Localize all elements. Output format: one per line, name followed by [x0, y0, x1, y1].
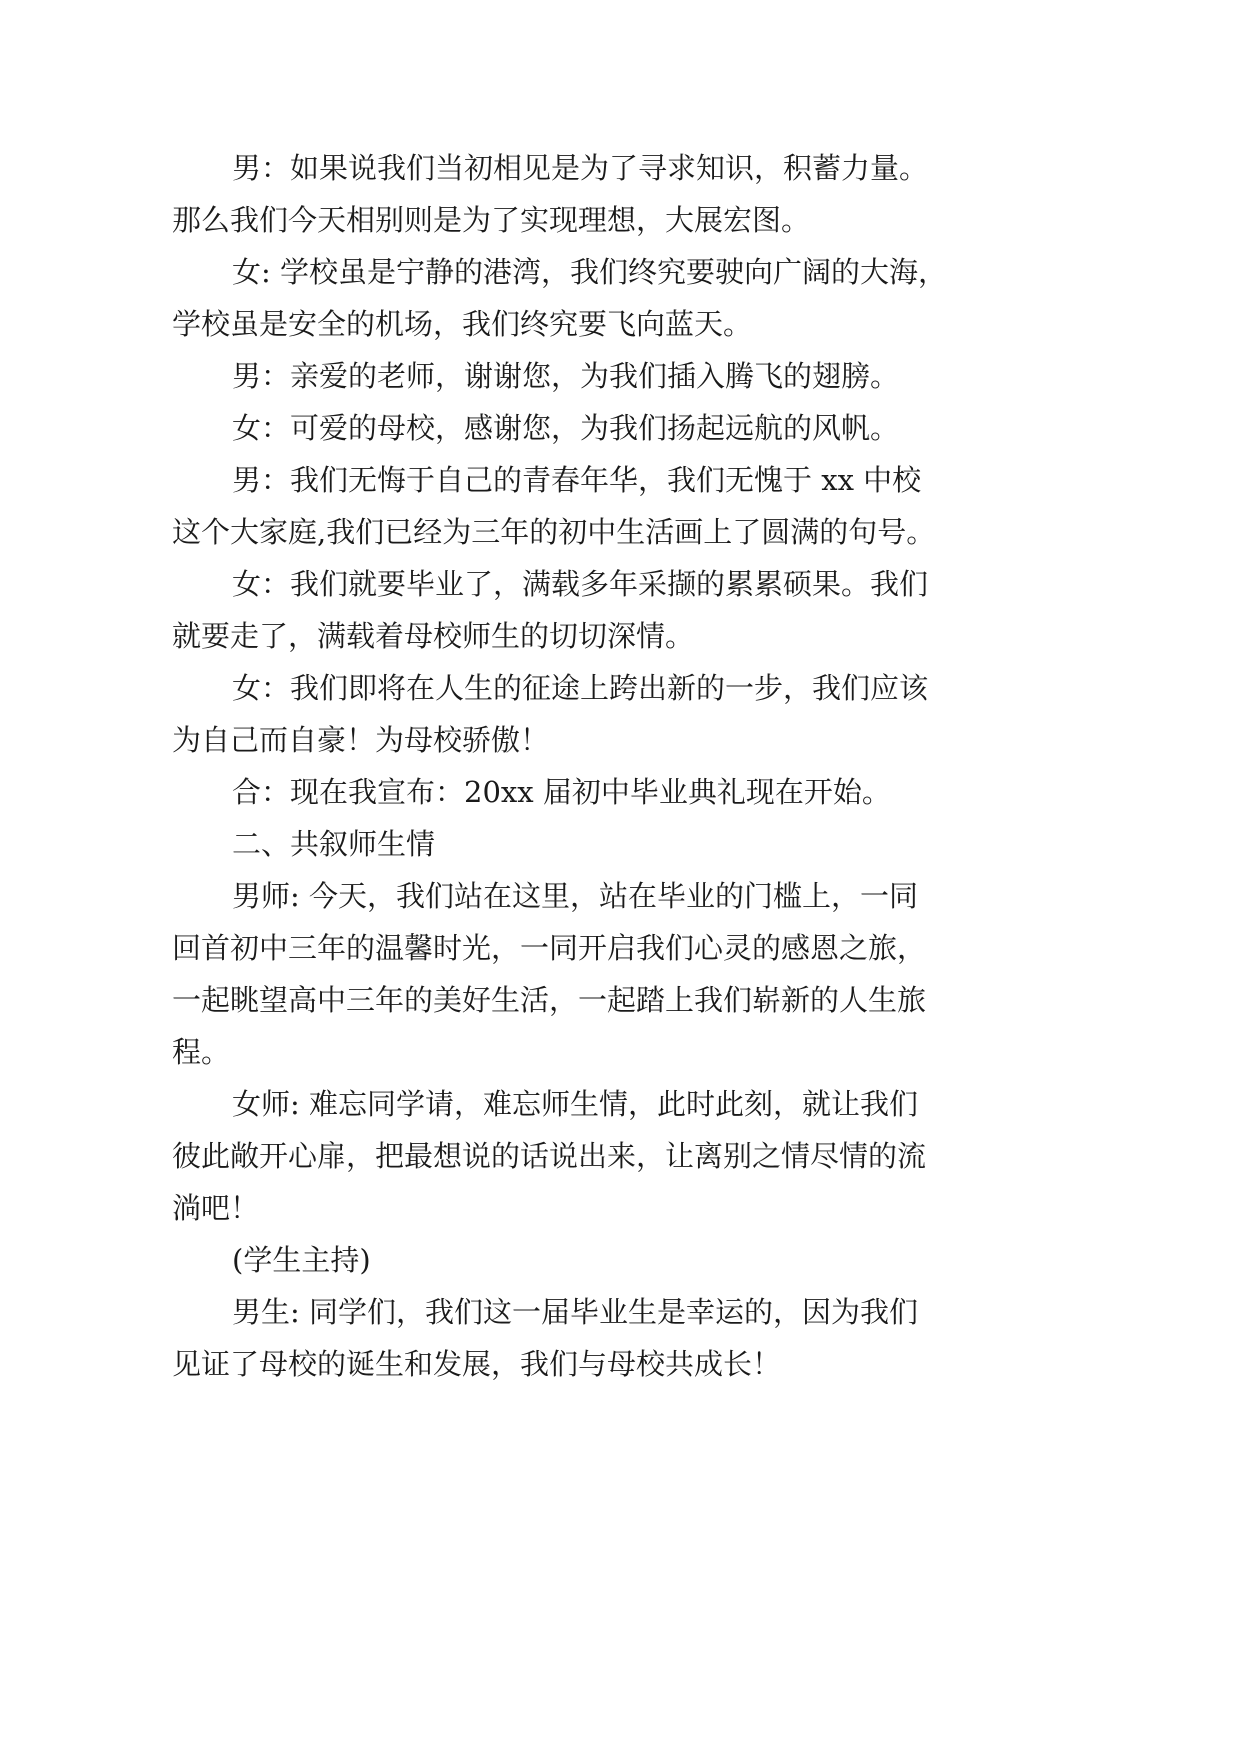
text-line: 合：现在我宣布：20xx 届初中毕业典礼现在开始。 — [232, 775, 891, 809]
text-line: 程。 — [172, 1035, 231, 1069]
text-line: 彼此敞开心扉，把最想说的话说出来，让离别之情尽情的流 — [172, 1139, 927, 1173]
text-line: 淌吧！ — [172, 1191, 260, 1225]
text-line: 回首初中三年的温馨时光，一同开启我们心灵的感恩之旅， — [172, 931, 927, 965]
text-line: 就要走了，满载着母校师生的切切深情。 — [172, 619, 695, 653]
text-line: 女: 学校虽是宁静的港湾，我们终究要驶向广阔的大海， — [232, 255, 947, 289]
text-line: 学校虽是安全的机场，我们终究要飞向蓝天。 — [172, 307, 753, 341]
text-line: 为自己而自豪！为母校骄傲！ — [172, 723, 550, 757]
text-line: 一起眺望高中三年的美好生活，一起踏上我们崭新的人生旅 — [172, 983, 927, 1017]
text-line: 男：如果说我们当初相见是为了寻求知识，积蓄力量。 — [232, 151, 929, 185]
text-line: 女师: 难忘同学请，难忘师生情，此时此刻，就让我们 — [232, 1087, 918, 1121]
text-line: (学生主持) — [232, 1243, 371, 1277]
text-line: 男：亲爱的老师，谢谢您，为我们插入腾飞的翅膀。 — [232, 359, 900, 393]
text-line: 男生: 同学们，我们这一届毕业生是幸运的，因为我们 — [232, 1295, 918, 1329]
text-line: 女：我们即将在人生的征途上跨出新的一步，我们应该 — [232, 671, 929, 705]
text-line: 这个大家庭,我们已经为三年的初中生活画上了圆满的句号。 — [172, 515, 936, 549]
section-heading: 二、共叙师生情 — [232, 827, 436, 861]
text-line: 男师: 今天，我们站在这里，站在毕业的门槛上，一同 — [232, 879, 918, 913]
text-line: 男：我们无悔于自己的青春年华，我们无愧于 xx 中校 — [232, 463, 922, 497]
text-line: 女：可爱的母校，感谢您，为我们扬起远航的风帆。 — [232, 411, 900, 445]
text-line: 女：我们就要毕业了，满载多年采撷的累累硕果。我们 — [232, 567, 929, 601]
text-line: 那么我们今天相别则是为了实现理想，大展宏图。 — [172, 203, 811, 237]
text-line: 见证了母校的诞生和发展，我们与母校共成长！ — [172, 1347, 782, 1381]
